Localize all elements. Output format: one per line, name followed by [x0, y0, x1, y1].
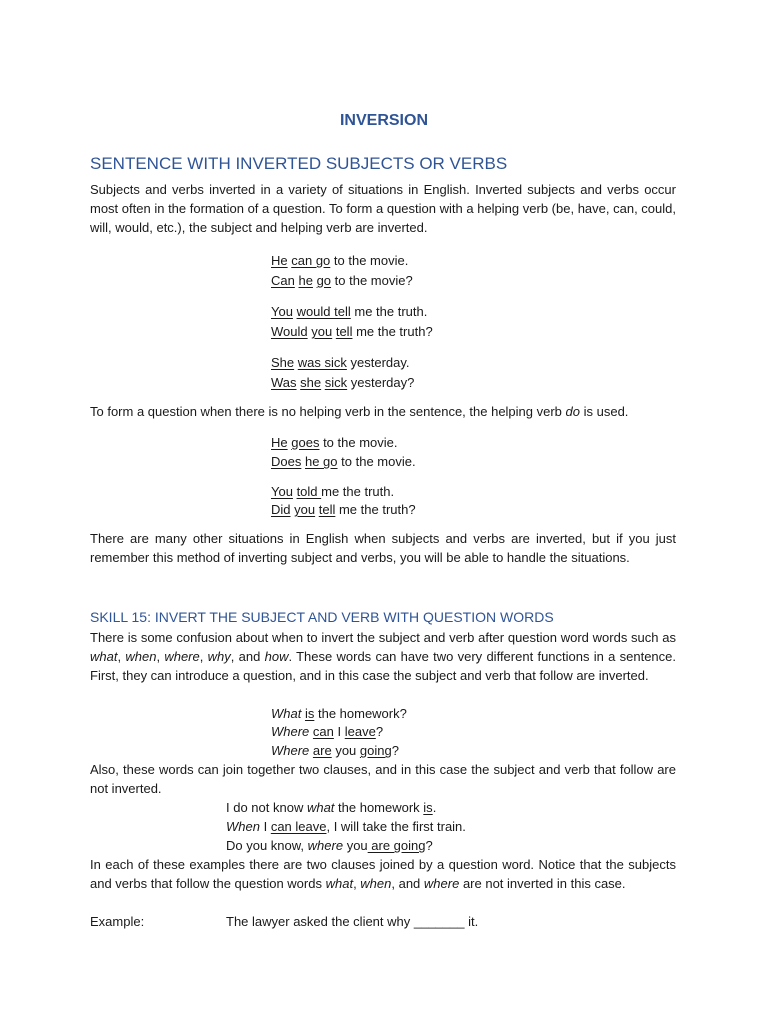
verb-underline: go: [316, 273, 332, 288]
verb-underline: Does: [271, 454, 302, 469]
verb-underline: tell: [335, 324, 353, 339]
sentence-text: I: [333, 724, 345, 739]
verb-underline: are going: [367, 838, 426, 853]
sentence-text: to the movie.: [337, 454, 416, 469]
closing-paragraph: There are many other situations in English when subjects and verbs are inverted, but if you just remember this method of inverting subject and verbs, you will be able to handle the situations.: [90, 531, 676, 565]
verb-underline: goes: [291, 435, 320, 450]
sentence-text: I do not know: [226, 800, 307, 815]
sentence-text: me the truth?: [352, 324, 433, 339]
italic-word: where: [423, 876, 460, 891]
verb-underline: Can: [271, 273, 295, 288]
sentence-text: ?: [425, 838, 433, 853]
paragraph-text: In each of these examples there are two clauses joined by a question word. Notice that the subjects and verbs that follow the question words: [90, 857, 676, 891]
page-title: INVERSION: [339, 112, 428, 129]
subject-verb-underline: he go: [304, 454, 338, 469]
separator: , and: [391, 876, 424, 891]
subject-underline: he: [298, 273, 313, 288]
separator: , and: [230, 649, 265, 664]
italic-word: why: [207, 649, 231, 664]
question-word: What: [271, 706, 302, 721]
example-sentence: [271, 353, 410, 372]
sentence-text: yesterday?: [347, 375, 415, 390]
sentence-text: ?: [375, 724, 384, 739]
example-sentence: [271, 452, 416, 471]
verb-underline: going: [359, 743, 392, 758]
clause-example: [226, 798, 436, 817]
question-example: [271, 722, 383, 741]
verb-underline: is: [423, 800, 433, 815]
example-question: The lawyer asked the client why _______ it.: [226, 914, 479, 929]
subject-underline: she: [300, 375, 322, 390]
sentence-text: to the movie.: [330, 253, 409, 268]
italic-word: where: [164, 649, 200, 664]
verb-underline: can go: [291, 253, 331, 268]
sentence-text: the homework: [334, 800, 424, 815]
verb-underline: Would: [271, 324, 308, 339]
question-word: When: [226, 819, 260, 834]
example-sentence: [271, 251, 408, 270]
notice-paragraph: [90, 855, 676, 893]
subject-underline: You: [271, 484, 293, 499]
paragraph-text: There is some confusion about when to invert the subject and verb after question word words such as: [90, 630, 676, 645]
question-example: [271, 704, 407, 723]
intro-paragraph: Subjects and verbs inverted in a variety of situations in English. Inverted subjects and verbs occur most often in the formation of a question. To form a question with a helping verb (be, have, can, could, will, would, etc.), the subject and helping verb are inverted.: [90, 182, 676, 235]
section-heading-inverted-subjects: SENTENCE WITH INVERTED SUBJECTS OR VERBS: [90, 154, 508, 173]
italic-word: when: [360, 876, 392, 891]
sentence-text: to the movie.: [319, 435, 398, 450]
separator: ,: [199, 649, 208, 664]
example-sentence: [271, 500, 416, 519]
paragraph-text: . These words can have two very different functions in a sentence. First, they can introduce a question, and in this case the subject and verb that follow are inverted.: [90, 649, 677, 683]
sentence-text: you: [331, 743, 360, 758]
verb-underline: was sick: [297, 355, 347, 370]
sentence-text: yesterday.: [346, 355, 410, 370]
paragraph-text: is used.: [580, 404, 629, 419]
subject-underline: He: [271, 435, 288, 450]
separator: ,: [156, 649, 165, 664]
sentence-text: me the truth.: [350, 304, 428, 319]
question-word: Where: [271, 743, 310, 758]
sentence-text: I: [259, 819, 271, 834]
verb-underline: told: [296, 484, 322, 499]
verb-underline: can: [312, 724, 334, 739]
verb-underline: can leave: [270, 819, 327, 834]
italic-word: how: [264, 649, 289, 664]
sentence-text: Do you know,: [226, 838, 308, 853]
sentence-text: , I will take the first train.: [326, 819, 466, 834]
sentence-text: the homework?: [314, 706, 407, 721]
question-word: where: [307, 838, 344, 853]
no-helping-verb-paragraph: [90, 404, 628, 419]
verb-underline: leave: [344, 724, 376, 739]
clause-example: [226, 817, 466, 836]
clause-example: [226, 836, 433, 855]
skill-15-heading: SKILL 15: INVERT THE SUBJECT AND VERB WITH QUESTION WORDS: [90, 609, 554, 625]
example-sentence: [271, 373, 414, 392]
italic-word: what: [90, 649, 118, 664]
question-example: [271, 741, 399, 760]
sentence-text: to the movie?: [331, 273, 413, 288]
example-sentence: [271, 433, 398, 452]
paragraph-text: To form a question when there is no helping verb in the sentence, the helping verb: [90, 404, 566, 419]
italic-word: when: [125, 649, 157, 664]
example-sentence: [271, 271, 413, 290]
sentence-text: ?: [391, 743, 399, 758]
paragraph-text: are not inverted in this case.: [459, 876, 626, 891]
subject-underline: He: [271, 253, 288, 268]
sentence-text: me the truth?: [335, 502, 416, 517]
skill-15-intro-paragraph: [90, 628, 676, 685]
verb-underline: would tell: [296, 304, 351, 319]
sentence-text: you: [343, 838, 368, 853]
example-sentence: [271, 322, 433, 341]
subject-underline: you: [311, 324, 333, 339]
example-sentence: [271, 302, 427, 321]
italic-word: do: [565, 404, 580, 419]
subject-underline: She: [271, 355, 295, 370]
sentence-text: .: [432, 800, 437, 815]
verb-underline: is: [304, 706, 315, 721]
verb-underline: tell: [318, 502, 336, 517]
separator: ,: [353, 876, 361, 891]
clauses-paragraph: Also, these words can join together two clauses, and in this case the subject and verb that follow are not inverted.: [90, 762, 676, 796]
verb-underline: are: [312, 743, 332, 758]
sentence-text: me the truth.: [321, 484, 395, 499]
question-word: what: [306, 800, 335, 815]
italic-word: what: [325, 876, 354, 891]
question-word: Where: [271, 724, 310, 739]
subject-underline: You: [271, 304, 293, 319]
verb-underline: sick: [324, 375, 348, 390]
separator: ,: [117, 649, 126, 664]
example-sentence: [271, 482, 394, 501]
verb-underline: Was: [271, 375, 297, 390]
verb-underline: Did: [271, 502, 291, 517]
subject-underline: you: [294, 502, 316, 517]
example-label: Example:: [90, 914, 145, 929]
